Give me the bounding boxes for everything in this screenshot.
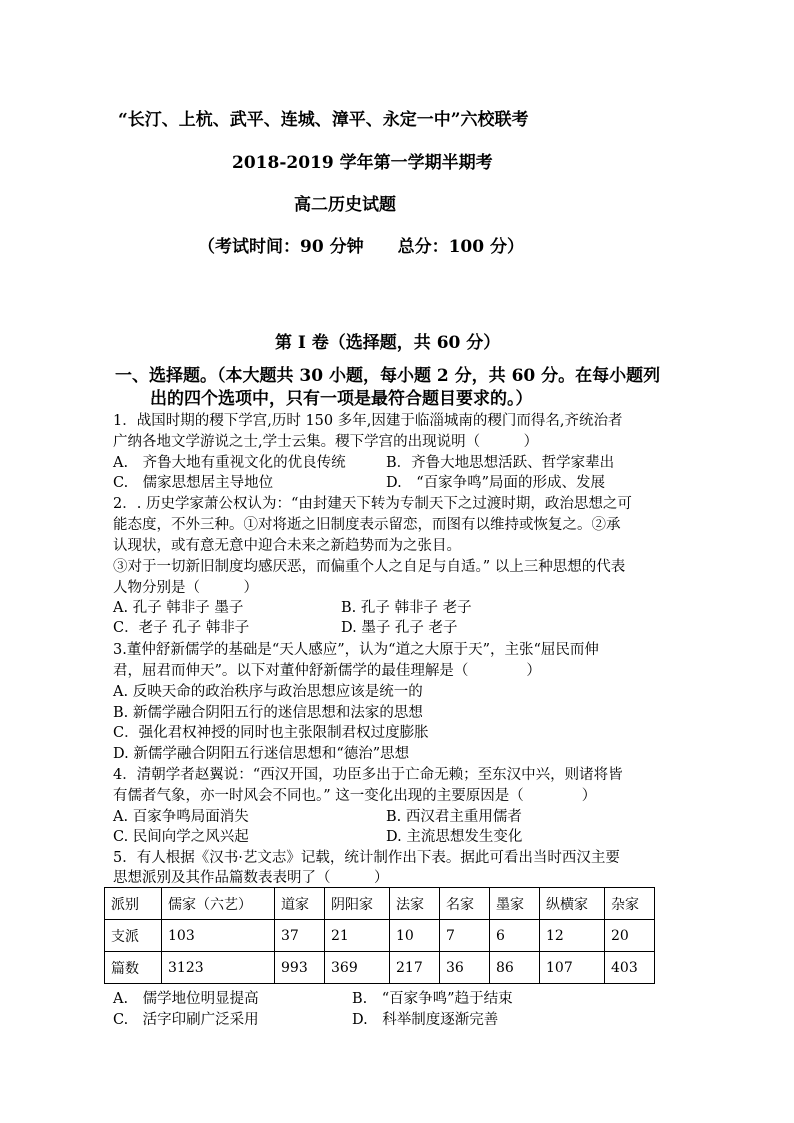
table-header-cell: 儒家（六艺） (162, 888, 275, 920)
q4-stem-line2: 有儒者气象，亦一时风会不同也。” 这一变化出现的主要原因是（ ） (113, 788, 597, 804)
q5-option-b[interactable]: B. “百家争鸣”趋于结束 (352, 991, 513, 1007)
q1-option-a[interactable]: A. 齐鲁大地有重视文化的优良传统 (113, 455, 346, 471)
q3-option-d[interactable]: D. 新儒学融合阴阳五行迷信思想和“德治”思想 (113, 746, 410, 762)
q2-stem-line5: 人物分别是（ ） (113, 580, 258, 596)
q4-option-c[interactable]: C. 民间向学之风兴起 (113, 829, 249, 845)
volume-title: 第 I 卷（选择题，共 60 分） (275, 333, 501, 353)
table-cell: 403 (605, 952, 655, 984)
table-cell: 7 (440, 920, 490, 952)
table-header-cell: 阴阳家 (325, 888, 390, 920)
q4-stem-line1: 4．清朝学者赵翼说：“西汉开国，功臣多出于亡命无赖；至东汉中兴，则诸将皆 (113, 767, 623, 783)
table-cell: 20 (605, 920, 655, 952)
q5-sects-table (104, 887, 655, 984)
q4-option-a[interactable]: A. 百家争鸣局面消失 (113, 809, 249, 825)
table-cell: 36 (440, 952, 490, 984)
table-cell: 103 (162, 920, 275, 952)
table-cell: 369 (325, 952, 390, 984)
q1-option-d[interactable]: D. “百家争鸣”局面的形成、发展 (386, 475, 606, 491)
q5-option-c[interactable]: C. 活字印刷广泛采用 (113, 1012, 259, 1028)
table-cell: 37 (275, 920, 325, 952)
exam-term-title: 2018-2019 学年第一学期半期考 (232, 153, 493, 173)
table-cell: 6 (490, 920, 540, 952)
q1-stem-line2: 广纳各地文学游说之士,学士云集。稷下学宫的出现说明（ ） (113, 434, 539, 450)
table-header-row (105, 888, 655, 920)
q2-stem-line4: ③对于一切新旧制度均感厌恶，而偏重个人之自足与自适。” 以上三种思想的代表 (113, 559, 626, 575)
q2-option-d[interactable]: D. 墨子 孔子 老子 (341, 620, 458, 636)
q1-stem-line1: 1．战国时期的稷下学宫,历时 150 多年,因建于临淄城南的稷门而得名,齐统治者 (113, 413, 623, 429)
q2-stem-line2: 能态度，不外三种。①对将逝之旧制度表示留恋，而图有以维持或恢复之。②承 (113, 517, 621, 533)
table-header-cell: 道家 (275, 888, 325, 920)
table-header-cell: 墨家 (490, 888, 540, 920)
q1-option-b[interactable]: B．齐鲁大地思想活跃、哲学家辈出 (386, 455, 615, 471)
q2-option-a[interactable]: A. 孔子 韩非子 墨子 (113, 600, 244, 616)
table-header-cell: 派别 (105, 888, 162, 920)
q5-stem-line1: 5．有人根据《汉书·艺文志》记载，统计制作出下表。据此可看出当时西汉主要 (113, 850, 620, 866)
table-cell: 支派 (105, 920, 162, 952)
q3-option-a[interactable]: A. 反映天命的政治秩序与政治思想应该是统一的 (113, 684, 423, 700)
q1-option-c[interactable]: C. 儒家思想居主导地位 (113, 475, 274, 491)
exam-time-score: （考试时间：90 分钟 总分：100 分） (198, 237, 524, 257)
q3-stem-line2: 君，屈君而伸天”。以下对董仲舒新儒学的最佳理解是（ ） (113, 663, 541, 679)
table-header-cell: 杂家 (605, 888, 655, 920)
exam-subject-title: 高二历史试题 (294, 195, 396, 215)
table-row (105, 920, 655, 952)
q2-option-c[interactable]: C．老子 孔子 韩非子 (113, 620, 250, 636)
table-header-cell: 纵横家 (540, 888, 605, 920)
q4-option-d[interactable]: D. 主流思想发生变化 (386, 829, 523, 845)
q5-option-d[interactable]: D. 科举制度逐渐完善 (352, 1012, 499, 1028)
table-cell: 12 (540, 920, 605, 952)
table-cell: 86 (490, 952, 540, 984)
table-cell: 21 (325, 920, 390, 952)
table-row (105, 952, 655, 984)
q2-stem-line1: 2．. 历史学家萧公权认为：“由封建天下转为专制天下之过渡时期，政治思想之可 (113, 496, 632, 512)
q2-option-b[interactable]: B. 孔子 韩非子 老子 (341, 600, 472, 616)
table-header-cell: 法家 (390, 888, 440, 920)
table-cell: 10 (390, 920, 440, 952)
q3-option-c[interactable]: C．强化君权神授的同时也主张限制君权过度膨胀 (113, 725, 429, 741)
q5-stem-line2: 思想派别及其作品篇数表表明了（ ） (113, 870, 389, 886)
q4-option-b[interactable]: B. 西汉君主重用儒者 (386, 809, 522, 825)
table-header-cell: 名家 (440, 888, 490, 920)
table-cell: 篇数 (105, 952, 162, 984)
section-instructions-line1: 一、选择题。（本大题共 30 小题，每小题 2 分，共 60 分。在每小题列 (115, 366, 661, 386)
q2-stem-line3: 认现状，或有意无意中迎合未来之新趋势而为之张目。 (113, 538, 461, 554)
q3-stem-line1: 3.董仲舒新儒学的基础是“天人感应”，认为“道之大原于天”，主张“屈民而伸 (113, 642, 599, 658)
section-instructions-line2: 出的四个选项中，只有一项是最符合题目要求的。） (150, 389, 533, 409)
table-cell: 3123 (162, 952, 275, 984)
q3-option-b[interactable]: B. 新儒学融合阴阳五行的迷信思想和法家的思想 (113, 705, 423, 721)
table-cell: 993 (275, 952, 325, 984)
exam-union-title: “长汀、上杭、武平、连城、漳平、永定一中”六校联考 (118, 110, 529, 130)
table-cell: 107 (540, 952, 605, 984)
q5-option-a[interactable]: A. 儒学地位明显提高 (113, 991, 259, 1007)
table-cell: 217 (390, 952, 440, 984)
